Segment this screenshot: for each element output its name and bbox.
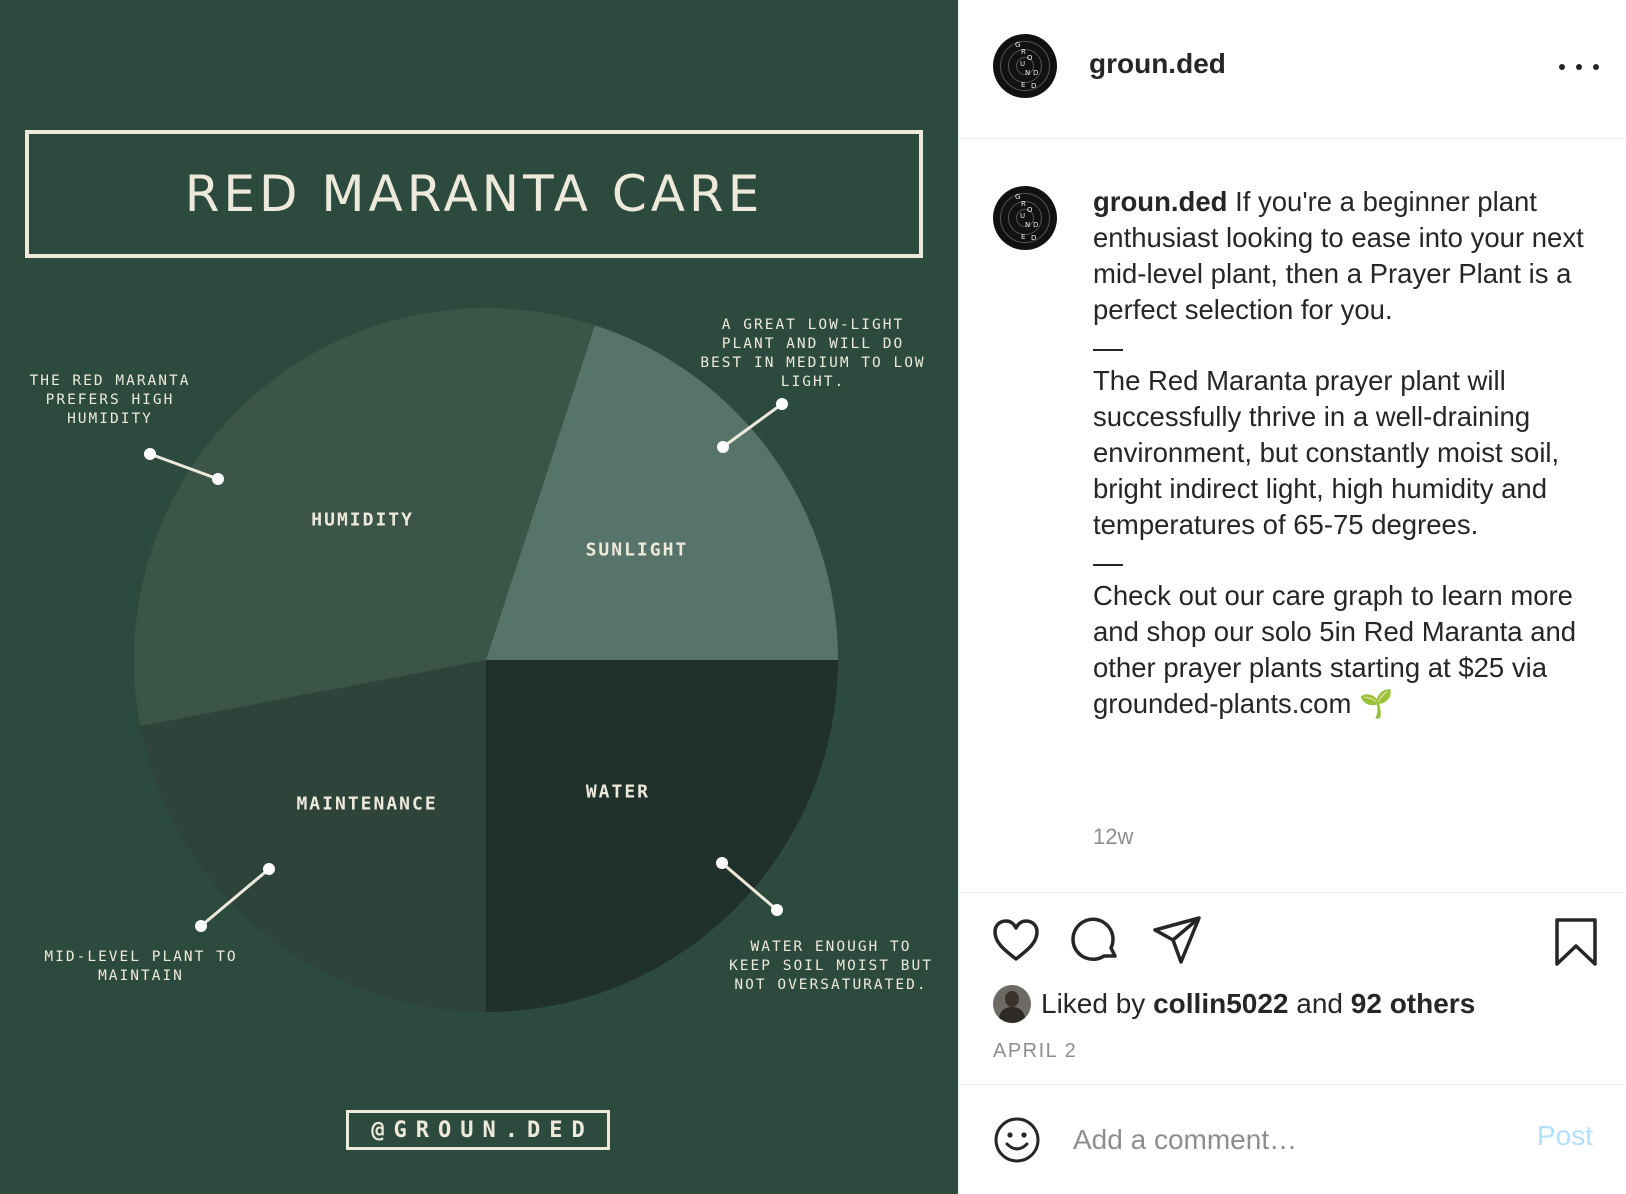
post-comment-button[interactable]: Post (1537, 1120, 1594, 1151)
note-maintenance-line: MID-LEVEL PLANT TO (44, 949, 238, 965)
note-sunlight-line: LIGHT. (780, 374, 846, 390)
note-water-line: KEEP SOIL MOIST BUT (729, 958, 933, 974)
caption-timestamp[interactable]: 12w (1093, 824, 1134, 849)
note-maintenance (30, 948, 252, 986)
note-sunlight-line: BEST IN MEDIUM TO LOW (700, 355, 926, 371)
emoji-icon[interactable] (993, 1116, 1041, 1164)
seedling-emoji: 🌱 (1359, 688, 1394, 719)
caption-avatar[interactable] (993, 186, 1057, 250)
liked-by-row (993, 984, 1475, 1024)
infographic-handle-box (346, 1110, 610, 1150)
avatar-letter: D (1031, 82, 1037, 90)
caption-paragraph-2: The Red Maranta prayer plant will successfully thrive in a well-draining environment, but constantly moist soil, bright indirect light, high humidity and temperatures of 65-75 degrees. (1093, 365, 1560, 540)
note-water (716, 938, 946, 995)
post-date[interactable]: APRIL 2 (993, 1040, 1078, 1062)
caption-paragraph-3: Check out our care graph to learn more and shop our solo 5in Red Maranta and other prayer plants starting at $25 via grounded-plants.com (1093, 580, 1577, 719)
liker-avatar-body (999, 1007, 1025, 1023)
infographic-handle: @GROUN.DED (371, 1117, 594, 1143)
pie-label-humidity: HUMIDITY (311, 509, 414, 531)
header-divider (959, 138, 1626, 139)
more-options-icon[interactable] (1559, 52, 1599, 82)
avatar-letter: D (1031, 234, 1037, 242)
avatar-letter: O (1027, 206, 1033, 214)
post-caption (1093, 184, 1593, 722)
note-humidity-line: HUMIDITY (67, 411, 153, 427)
bookmark-icon[interactable] (1553, 916, 1599, 968)
note-sunlight-line: PLANT AND WILL DO (721, 336, 905, 352)
post-sidebar (958, 0, 1626, 1194)
avatar-letter: O (1027, 54, 1033, 62)
others-count[interactable]: 92 others (1350, 988, 1476, 1019)
pie-label-sunlight: SUNLIGHT (585, 539, 689, 561)
liked-by-and: and (1296, 988, 1343, 1019)
more-dot (1576, 64, 1582, 70)
pie-label-water: WATER (585, 781, 650, 803)
header-avatar[interactable] (993, 34, 1057, 98)
note-humidity-line: THE RED MARANTA (29, 373, 191, 389)
note-sunlight (688, 316, 938, 392)
avatar-letter: D (1033, 69, 1039, 77)
note-humidity (18, 372, 202, 429)
caption-username[interactable]: groun.ded (1093, 186, 1228, 217)
avatar-letter: G (1015, 41, 1021, 49)
avatar-letter: R (1021, 48, 1026, 56)
avatar-letter: E (1021, 81, 1026, 89)
comment-divider (959, 1084, 1626, 1085)
note-water-line: NOT OVERSATURATED. (734, 977, 928, 993)
avatar-letter: U (1020, 60, 1026, 68)
avatar-letter: G (1015, 193, 1021, 201)
liker-avatar-head (1005, 991, 1019, 1007)
comment-icon[interactable] (1071, 916, 1121, 966)
liked-by-prefix: Liked by (1041, 988, 1146, 1019)
header-username[interactable]: groun.ded (1089, 48, 1226, 79)
caption-paragraph-1: If you're a beginner plant enthusiast looking to ease into your next mid-level plant, then a Prayer Plant is a perfect selection for you. (1093, 186, 1584, 325)
caption-separator (1093, 564, 1123, 566)
avatar-letter: D (1033, 221, 1039, 229)
note-maintenance-line: MAINTAIN (98, 968, 184, 984)
more-dot (1593, 64, 1599, 70)
avatar-letter: N (1025, 69, 1031, 77)
note-sunlight-line: A GREAT LOW-LIGHT (721, 317, 905, 333)
liker-username[interactable]: collin5022 (1153, 988, 1289, 1019)
comment-input[interactable] (1073, 1120, 1503, 1160)
avatar-letter: N (1025, 221, 1031, 229)
share-icon[interactable] (1151, 914, 1203, 966)
heart-icon[interactable] (991, 916, 1041, 966)
avatar-letter: U (1020, 212, 1026, 220)
pie-label-maintenance: MAINTENANCE (296, 793, 438, 815)
liker-avatar[interactable] (993, 985, 1031, 1023)
avatar-letter: E (1021, 233, 1026, 241)
infographic-title: RED MARANTA CARE (184, 165, 764, 223)
caption-separator (1093, 349, 1123, 351)
avatar-letter: R (1021, 200, 1026, 208)
note-humidity-line: PREFERS HIGH (45, 392, 175, 408)
actions-divider (959, 892, 1626, 893)
more-dot (1559, 64, 1565, 70)
note-water-line: WATER ENOUGH TO (750, 939, 912, 955)
